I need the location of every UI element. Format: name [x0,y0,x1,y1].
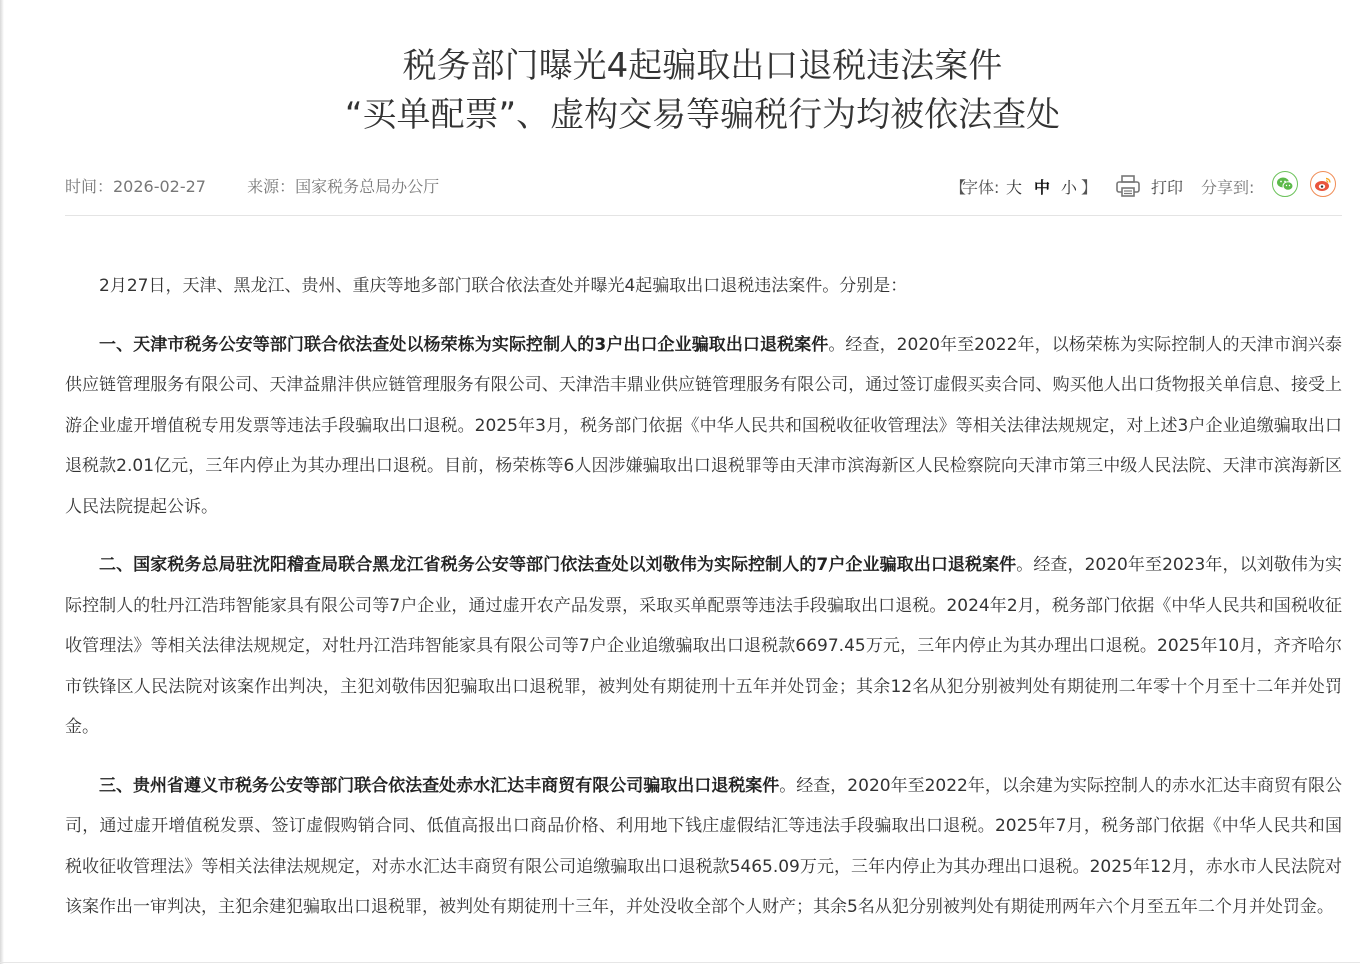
case-paragraph-3 [65,766,1342,928]
case-heading-2: 二、国家税务总局驻沈阳稽查局联合黑龙江省税务公安等部门依法查处以刘敬伟为实际控制人的7户企业骗取出口退税案件 [99,555,1017,575]
case-paragraph-1 [65,325,1342,528]
article-title-line2: “买单配票”、虚构交易等骗税行为均被依法查处 [344,95,1061,135]
page-left-shadow [0,0,4,964]
printer-icon[interactable] [1115,174,1141,202]
bottom-border [0,962,1360,963]
case-heading-3: 三、贵州省遵义市税务公安等部门联合依法查处赤水汇达丰商贸有限公司骗取出口退税案件 [99,775,780,796]
article-toolbar [950,172,1342,200]
wechat-share-icon[interactable] [1272,171,1298,197]
font-size-large-button[interactable]: 大 [1006,178,1023,197]
case-body-3: 。经查，2020年至2022年，以余建为实际控制人的赤水汇达丰商贸有限公司，通过虚开增值税发票、签订虚假购销合同、低值高报出口商品价格、利用地下钱庄虚假结汇等违法手段骗取出口退税。2025年7月，税务部门依据《中华人民共和国税收征收管理法》等相关法律法规规定，对赤水汇达丰商贸有限公司追缴骗取出口退税款5465.09万元，三年内停止为其办理出口退税。2025年12月，赤水市人民法院对该案作出一审判决，主犯余建犯骗取出口退税罪，被判处有期徒刑十三年，并处没收全部个人财产；其余5名从犯分别被判处有期徒刑两年六个月至五年二个月并处罚金。 [65,775,1343,917]
article-intro: 2月27日，天津、黑龙江、贵州、重庆等地多部门联合依法查处并曝光4起骗取出口退税违法案件。分别是： [99,276,908,296]
article-title-line1: 税务部门曝光4起骗取出口退税违法案件 [402,46,1003,86]
header-divider [65,215,1342,216]
case-body-2: 。经查，2020年至2023年，以刘敬伟为实际控制人的牡丹江浩玮智能家具有限公司等7户企业，通过虚开农产品发票，采取买单配票等违法手段骗取出口退税。2024年2月，税务部门依据《中华人民共和国税收征收管理法》等相关法律法规规定，对牡丹江浩玮智能家具有限公司等7户企业追缴骗取出口退税款6697.45万元，三年内停止为其办理出口退税。2025年10月，齐齐哈尔市铁锋区人民法院对该案作出判决，主犯刘敬伟因犯骗取出口退税罪，被判处有期徒刑十五年并处罚金；其余12名从犯分别被判处有期徒刑二年零十个月至十二年并处罚金。 [65,555,1343,737]
article-body [65,266,1342,946]
share-label: 分享到: [1201,178,1255,197]
font-size-bracket-close: 】 [1081,178,1098,197]
weibo-share-icon[interactable] [1310,171,1336,197]
font-size-small-button[interactable]: 小 [1061,178,1078,197]
font-size-label: 字体: [962,178,1000,197]
article-source: 来源：国家税务总局办公厅 [247,177,440,196]
font-size-medium-button[interactable]: 中 [1034,178,1051,197]
case-paragraph-2 [65,545,1342,748]
font-size-bracket-open: 【 [950,178,967,197]
publish-time: 时间：2026-02-27 [65,177,206,196]
print-button[interactable]: 打印 [1151,178,1184,197]
case-body-1: 。经查，2020年至2022年，以杨荣栋为实际控制人的天津市润兴泰供应链管理服务有限公司、天津益鼎沣供应链管理服务有限公司、天津浩丰鼎业供应链管理服务有限公司，通过签订虚假买卖合同、购买他人出口货物报关单信息、接受上游企业虚开增值税专用发票等违法手段骗取出口退税。2025年3月，税务部门依据《中华人民共和国税收征收管理法》等相关法律法规规定，对上述3户企业追缴骗取出口退税款2.01亿元，三年内停止为其办理出口退税。目前，杨荣栋等6人因涉嫌骗取出口退税罪等由天津市滨海新区人民检察院向天津市第三中级人民法院、天津市滨海新区人民法院提起公诉。 [65,334,1342,517]
article-meta [65,174,439,197]
case-heading-1: 一、天津市税务公安等部门联合依法查处以杨荣栋为实际控制人的3户出口企业骗取出口退税案件 [99,334,829,355]
